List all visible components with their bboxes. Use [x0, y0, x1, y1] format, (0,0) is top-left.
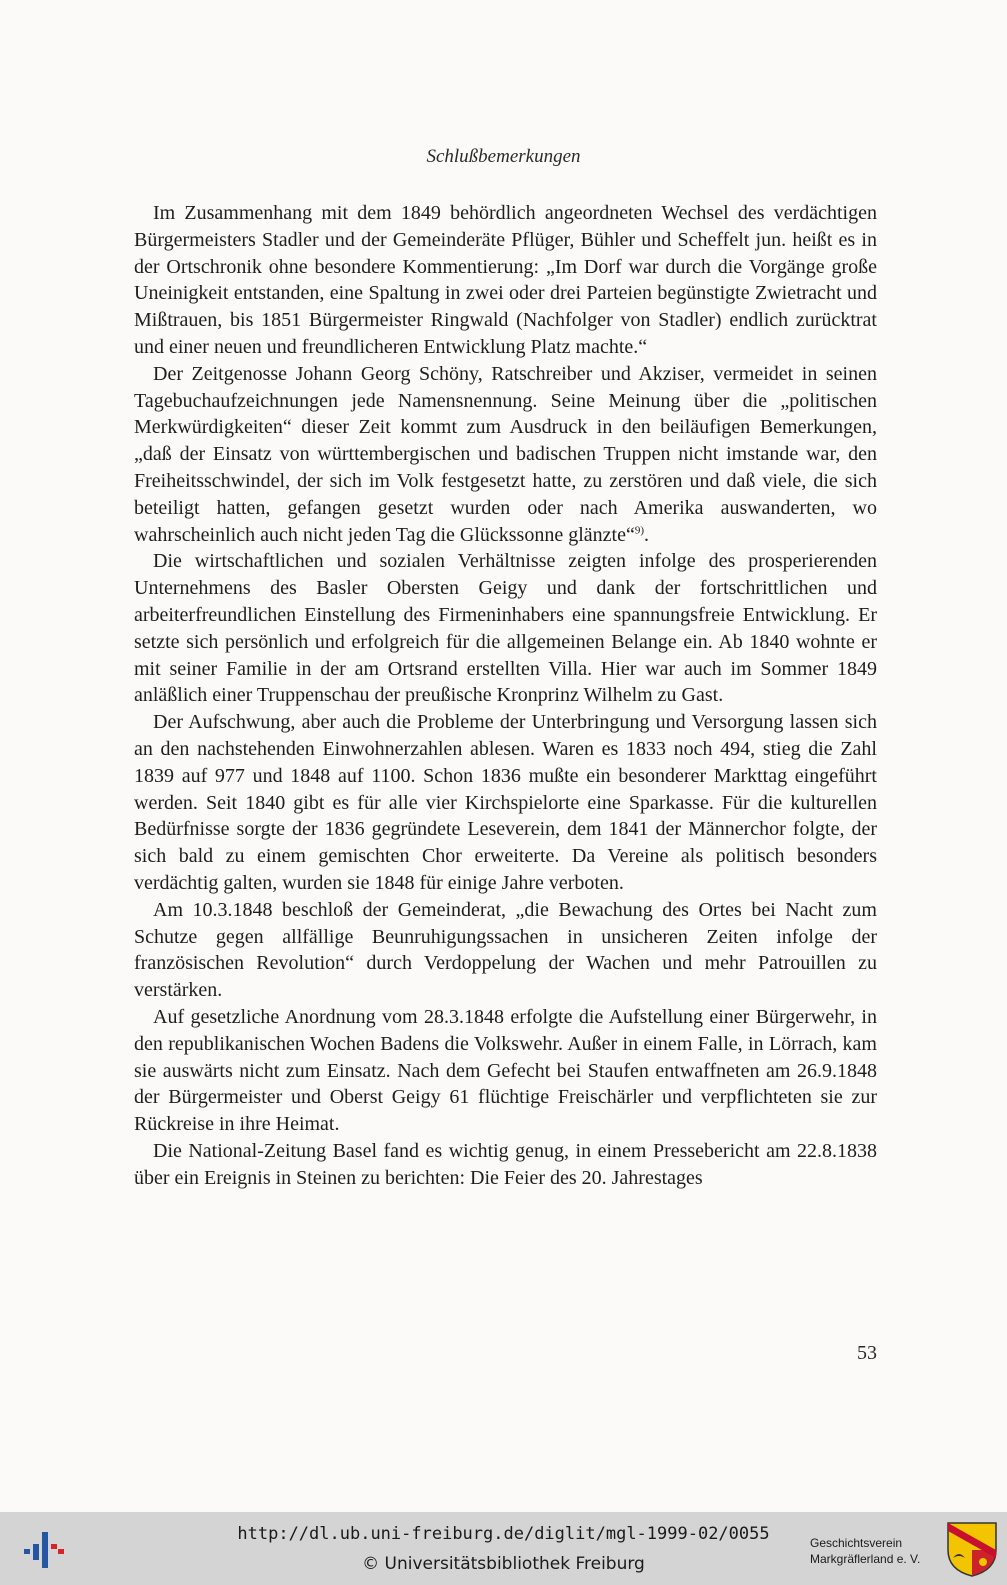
- coat-of-arms-icon: [945, 1520, 999, 1578]
- copyright-text: © Universitätsbibliothek Freiburg: [362, 1554, 645, 1574]
- footer-bar: [0, 1512, 1007, 1585]
- paragraph: Der Aufschwung, aber auch die Probleme der Unterbringung und Versorgung lassen sich an den nachstehenden Einwohnerzahlen ablesen. Waren es 1833 noch 494, stieg die Zahl 1839 auf 977 und 1848 auf 1100. Schon 1836 mußte ein besonderer Markttag eingeführt werden. Seit 1840 gibt es für alle vier Kirchspielorte eine Sparkasse. Für die kulturellen Bedürfnisse sorgte der 1836 gegründete Leseverein, dem 1841 der Männerchor folgte, der sich bald zu einem gemischten Chor erweiterte. Da Vereine als politisch besonders verdächtig galten, wurden sie 1848 für einige Jahre verboten.: [134, 711, 877, 894]
- society-name: [810, 1535, 945, 1567]
- paragraph-end-punct: .: [644, 523, 650, 546]
- page-number: 53: [857, 1342, 877, 1364]
- paragraph-text: Der Zeitgenosse Johann Georg Schöny, Ratschreiber und Akziser, vermeidet in seinen Tagebuchaufzeichnungen jede Namensnennung. Seine Meinung über die „politischen Merkwürdigkeiten“ dieser Zeit kommt zum Ausdruck in den beiläufigen Bemerkungen, „daß der Einsatz von württembergischen und badischen Truppen nicht imstande war, den Freiheitsschwindel, der sich im Volk festgesetzt hatte, zu zerstören und daß viele, die sich beteiligt hatten, gefangen gesetzt wurden oder nach Amerika auswanderten, wo wahrscheinlich auch nicht jeden Tag die Glückssonne glänzte“: [134, 362, 877, 546]
- society-name-line2: Markgräflerland e. V.: [810, 1552, 921, 1566]
- paragraph: Die National-Zeitung Basel fand es wichtig genug, in einem Pressebericht am 22.8.1838 über ein Ereignis in Steinen zu berichten: Die Feier des 20. Jahrestages: [134, 1139, 877, 1189]
- body-text: [134, 200, 877, 1191]
- running-head: Schlußbemerkungen: [426, 146, 581, 167]
- document-url-link[interactable]: http://dl.ub.uni-freiburg.de/diglit/mgl-1999-02/0055: [237, 1524, 770, 1544]
- footnote-reference: 9): [634, 523, 645, 536]
- society-name-line1: Geschichtsverein: [810, 1536, 903, 1550]
- paragraph: Die wirtschaftlichen und sozialen Verhältnisse zeigten infolge des prosperierenden Unternehmens des Basler Obersten Geigy und dank der fortschrittlichen und arbeiterfreundlichen Einstellung des Firmeninhabers eine spannungsfreie Entwicklung. Er setzte sich persönlich und erfolgreich für die allgemeinen Belange ein. Ab 1840 wohnte er mit seiner Familie in der am Ortsrand erstellten Villa. Hier war auch im Sommer 1849 anläßlich einer Truppenschau der preußische Kronprinz Wilhelm zu Gast.: [134, 550, 877, 707]
- paragraph: Am 10.3.1848 beschloß der Gemeinderat, „die Bewachung des Ortes bei Nacht zum Schutze gegen allfällige Beunruhigungssachen in unsicheren Zeiten infolge der französischen Revolution“ durch Verdoppelung der Wachen und mehr Patrouillen zu verstärken.: [134, 898, 877, 1002]
- paragraph: Auf gesetzliche Anordnung vom 28.3.1848 erfolgte die Aufstellung einer Bürgerwehr, in den republikanischen Wochen Badens die Volkswehr. Außer in einem Falle, in Lörrach, kam sie auswärts nicht zum Einsatz. Nach dem Gefecht bei Staufen entwaffneten am 26.9.1848 der Bürgermeister und Oberst Geigy 61 flüchtige Freischärler und verpflichteten sie zur Rückreise in ihre Heimat.: [134, 1005, 877, 1136]
- paragraph: Im Zusammenhang mit dem 1849 behördlich angeordneten Wechsel des verdächtigen Bürgermeisters Stadler und der Gemeinderäte Pflüger, Bühler und Scheffelt jun. heißt es in der Ortschronik ohne besondere Kommentierung: „Im Dorf war durch die Vorgänge große Uneinigkeit entstanden, eine Spaltung in zwei oder drei Parteien begünstigte Zwietracht und Mißtrauen, bis 1851 Bürgermeister Ringwald (Nachfolger von Stadler) endlich zurücktrat und einer neuen und freundlicheren Entwicklung Platz machte.“: [134, 202, 877, 358]
- paragraph: [134, 361, 877, 549]
